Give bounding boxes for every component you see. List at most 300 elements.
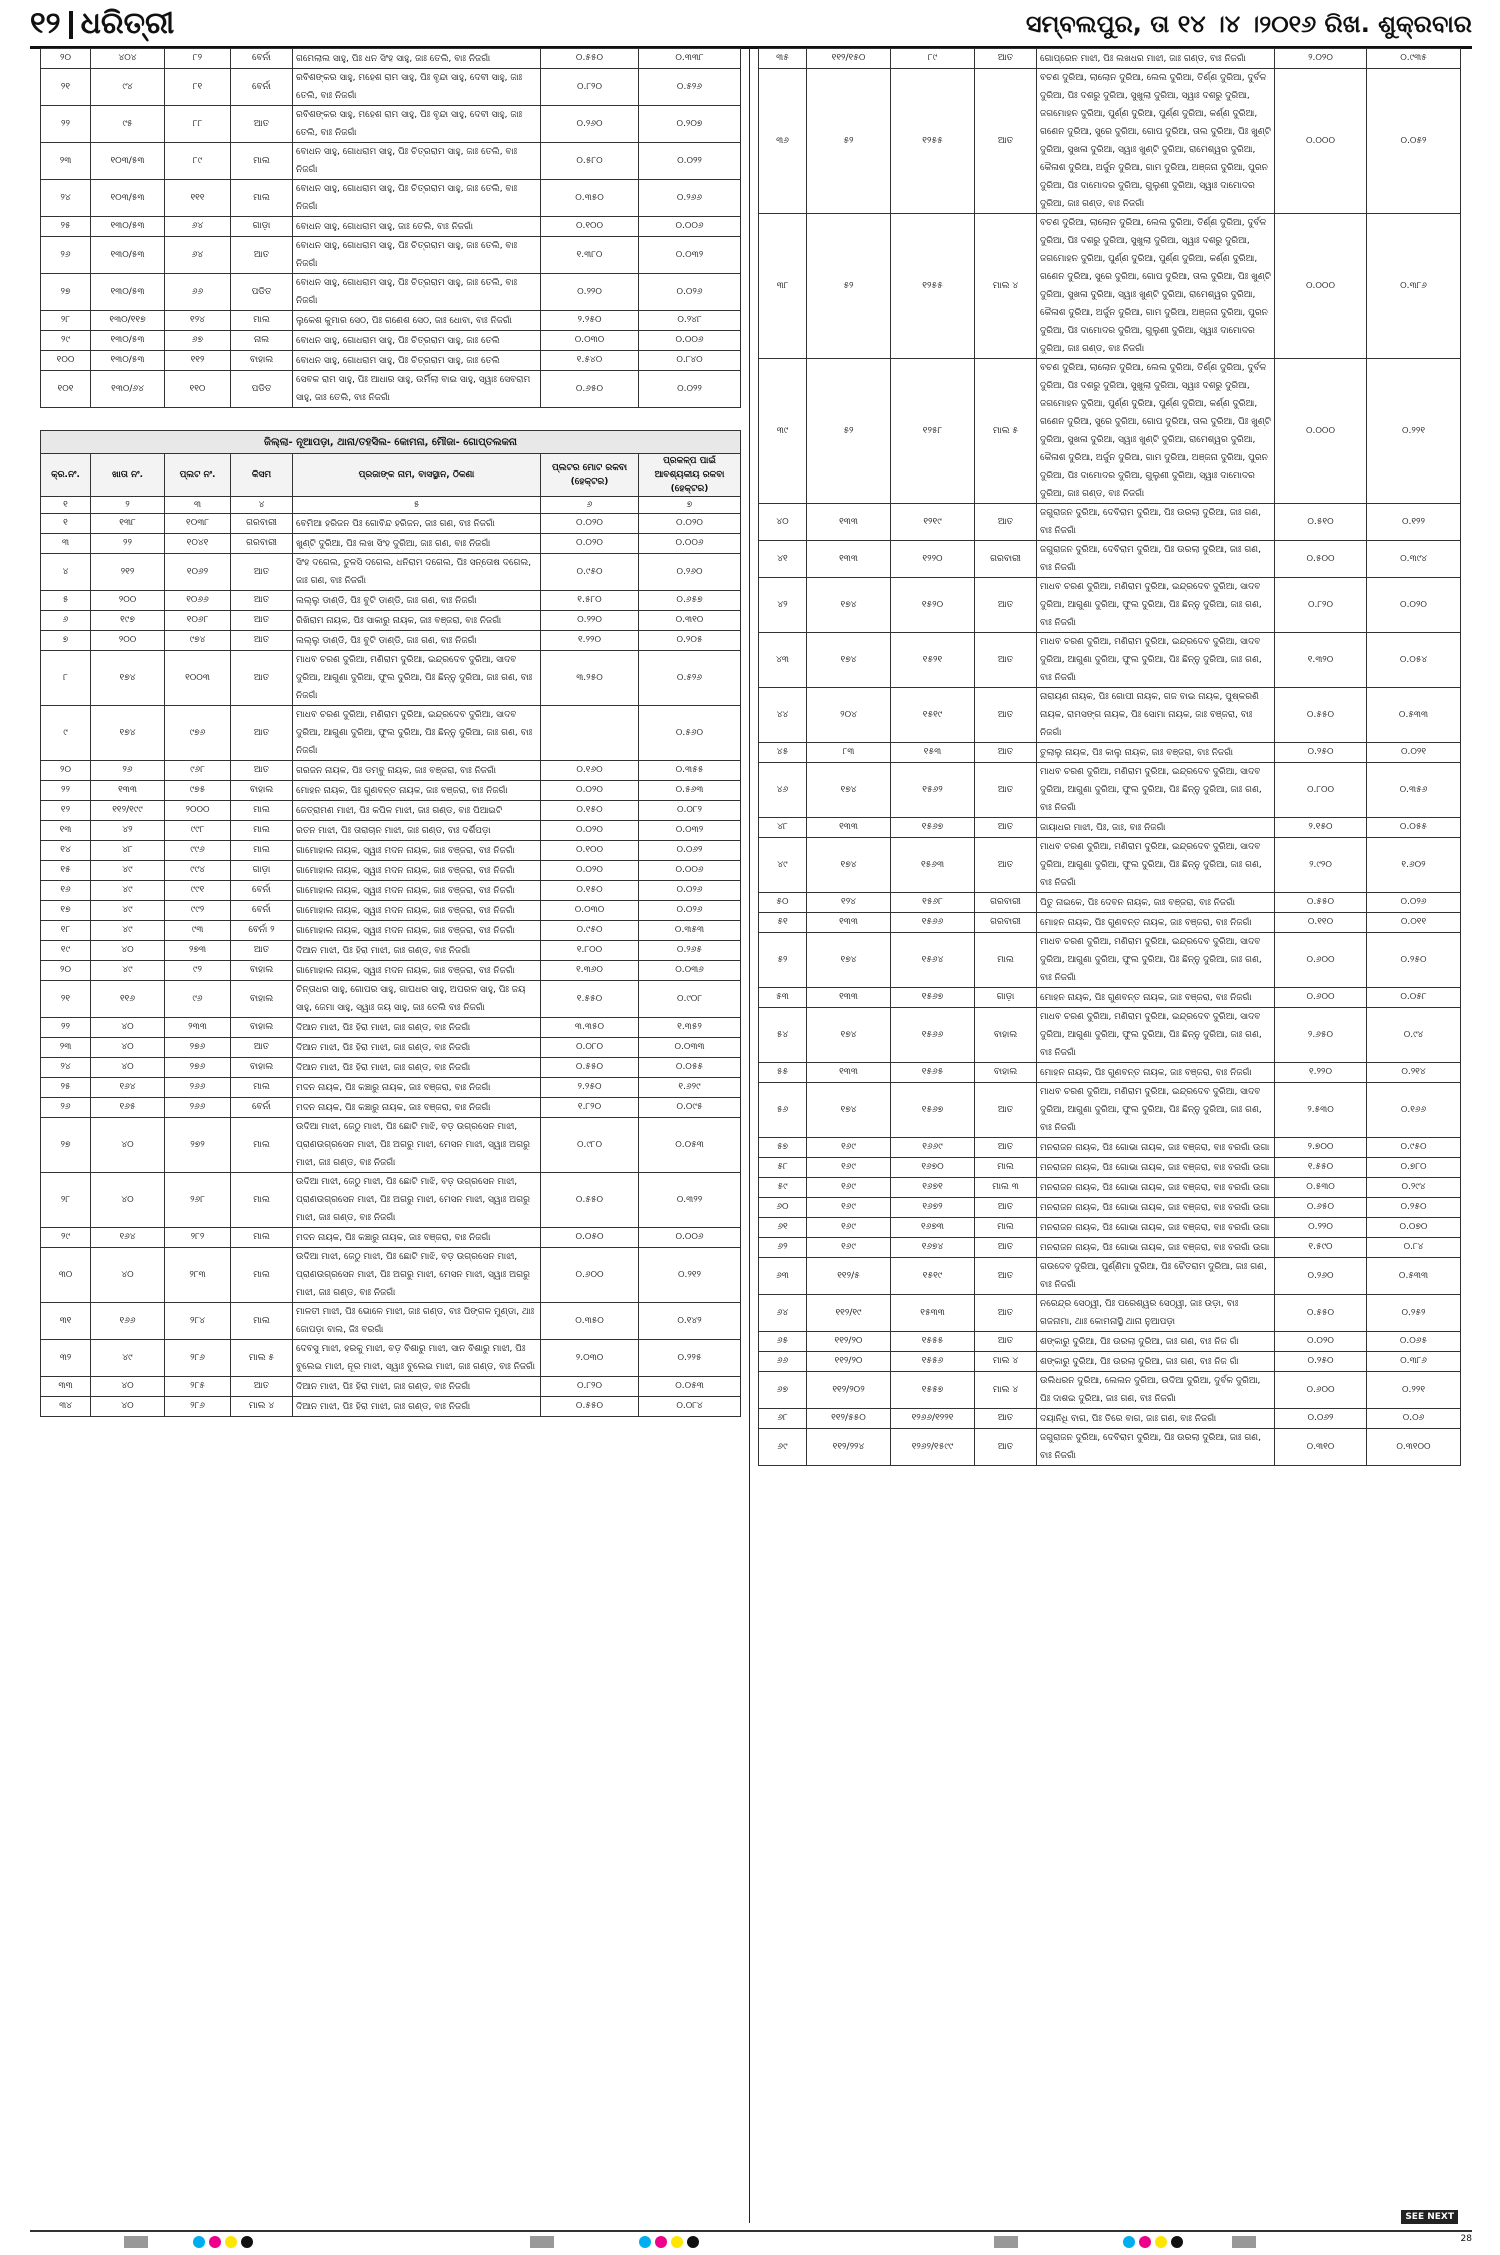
- plot-total-area: ୦.୦୨୦: [541, 534, 639, 554]
- land-type: ମାଲ: [231, 821, 293, 841]
- plot-total-area: ୦.୧୦୦: [541, 217, 639, 237]
- table-row: [41, 881, 741, 901]
- serial-no: ୨୨: [41, 106, 91, 143]
- khata-no: ୧୧୨/୨୦: [807, 1352, 891, 1372]
- table-row: [41, 821, 741, 841]
- required-area: ୦.୩୩୮: [639, 49, 741, 69]
- plot-no: ୬୭: [165, 331, 231, 351]
- serial-no: ୫୬: [759, 1083, 807, 1138]
- serial-no: ୨୧: [41, 69, 91, 106]
- required-area: ୦.୦୫୫: [1367, 818, 1461, 838]
- owner-details: ମାଳତୀ ମାଝୀ, ପିଃ ଭୋଳେ ମାଝୀ, ଜାଃ ଗଣ୍ଡ, ବାଃ ପିଙ୍ଗଳ ମୁଣ୍ଡା, ଥାଃ ଜୋପଡ଼ା ବାଲ, ଜିଃ ବରଗାଁ: [293, 1303, 541, 1340]
- land-type: ଆତ: [975, 1409, 1037, 1429]
- table-row: [41, 554, 741, 591]
- owner-details: ନାରାୟଣ ନାୟକ, ପିଃ ଗୋପୀ ନାୟକ, ଗଜ ବାଇ ନାୟକ, ପୁଷ୍କରଣି ନାୟକ, ରାମସଙ୍ଗ ନାୟକ, ପିଃ ସୋମା ନାୟକ, ଜାଃ ବଞ୍ଜରା, ବାଃ ନିଜଗାଁ: [1037, 688, 1275, 743]
- land-type: ବାହାଲ: [231, 981, 293, 1018]
- serial-no: ୪୧: [759, 541, 807, 578]
- land-type: ମାଲ: [231, 311, 293, 331]
- plot-no: ୯୯୬: [165, 841, 231, 861]
- plot-total-area: ୧.୫୮୦: [541, 591, 639, 611]
- khata-no: ୧୬୯: [807, 1218, 891, 1238]
- khata-no: ୨୬: [91, 761, 165, 781]
- black-dot-icon: [687, 2236, 699, 2248]
- dateline: ସମ୍ବଲପୁର, ତା ୧୪ ।୪ ।୨୦୧୬ ରିଖ. ଶୁକ୍ରବାର: [1025, 10, 1472, 38]
- land-type: ଆତ: [975, 763, 1037, 818]
- see-next-label: SEE NEXT: [1401, 2210, 1458, 2224]
- owner-details: ମାଧବ ଚରଣ ଦୁରିଆ, ମଣିରାମ ଦୁରିଆ, ଇନ୍ଦ୍ରଦେବ ଦୁରିଆ, ସାଦବ ଦୁରିଆ, ଆଗୁଣା ଦୁରିଆ, ଫୁଲ ଦୁରିଆ, ପିଃ ଛିନ୍ନୁ ଦୁରିଆ, ଜାଃ ଗଣ, ବାଃ ନିଜଗାଁ: [293, 651, 541, 706]
- required-area: ୦.୫୩୩: [1367, 1258, 1461, 1295]
- column-number-row: [41, 497, 741, 514]
- land-type: ବାହାଲ: [975, 1063, 1037, 1083]
- owner-details: ଲଲ୍ଲୁ ଡାଣ୍ଡି, ପିଃ ବୁଟି ଡାଣ୍ଡି, ଜାଃ ଗଣ, ବାଃ ନିଜଗାଁ: [293, 631, 541, 651]
- table-row: [41, 1340, 741, 1377]
- plot-no: ୧୬୬୯: [891, 1138, 975, 1158]
- khata-no: ୧୭୪: [91, 706, 165, 761]
- owner-details: ଉଲିଧରନ ଦୁରିଆ, ଲେଲନ ଦୁରିଆ, ଉଦିଆ ଦୁରିଆ, ଦୁର୍ବଳ ଦୁରିଆ, ପିଃ ଦାଶଇ ଦୁରିଆ, ଜାଃ ଗଣ, ବାଃ ନିଜଗାଁ: [1037, 1372, 1275, 1409]
- plot-total-area: ୧.୩୨୦: [1275, 633, 1367, 688]
- table-row: [41, 841, 741, 861]
- plot-total-area: ୦.୬୦୦: [1275, 1372, 1367, 1409]
- land-type: ମାଲ: [231, 180, 293, 217]
- plot-no: ୨୬୬: [165, 1098, 231, 1118]
- plot-total-area: ୧.୨୨୦: [1275, 1063, 1367, 1083]
- plot-no: ୧୫୫୬: [891, 1352, 975, 1372]
- land-type: ବେର୍ନା: [231, 881, 293, 901]
- table-row: [759, 688, 1461, 743]
- spacer-row: [41, 408, 741, 431]
- land-type: ବାହାଲ: [231, 961, 293, 981]
- required-area: ୦.୦୦୬: [639, 217, 741, 237]
- plot-total-area: ୧.୫୫୦: [1275, 1158, 1367, 1178]
- land-type: ବେର୍ନା: [231, 1098, 293, 1118]
- serial-no: ୧୭: [41, 901, 91, 921]
- khata-no: ୧୦୩/୫୩: [91, 143, 165, 180]
- owner-details: ଉଦିଆ ମାଝୀ, ଜେଠୁ ମାଝୀ, ପିଃ ଛୋଟି ମାଝି, ବଡ଼ ଉଗ୍ରସେନ ମାଝୀ, ପ୍ରାଣଉଗ୍ରସେନ ମାଝୀ, ପିଃ ଅଗରୁ ମାଝୀ, ମେସନ ମାଝୀ, ସ୍ୱାଃ ଅଗରୁ ମାଝୀ, ଜାଃ ଗଣ୍ଡ, ବାଃ ନିଜଗାଁ: [293, 1173, 541, 1228]
- plot-total-area: ୦.୨୨୦: [541, 274, 639, 311]
- owner-details: ମନରାଜନ ନାୟକ, ପିଃ ଗୋଭା ନାୟକ, ଜାଃ ବଞ୍ଜରା, ବାଃ ବରଗାଁ ଉଗା: [1037, 1158, 1275, 1178]
- plot-no: ୧୬୭୧: [891, 1178, 975, 1198]
- serial-no: ୧୮: [41, 921, 91, 941]
- required-area: ୦.୫୬୦: [639, 706, 741, 761]
- khata-no: ୧୧୨/୧୯୯: [91, 801, 165, 821]
- table-row: [759, 893, 1461, 913]
- serial-no: ୨୯: [41, 1228, 91, 1248]
- page-header: [30, 0, 1472, 49]
- serial-no: ୨୮: [41, 1173, 91, 1228]
- yellow-dot-icon: [225, 2236, 237, 2248]
- plot-no: ୧୫୧୯: [891, 1258, 975, 1295]
- land-type: ମାଲ ୪: [231, 1397, 293, 1417]
- table-row: [759, 988, 1461, 1008]
- plot-total-area: ୦.୦୩୦: [541, 331, 639, 351]
- required-area: ୦.୦୬୨: [639, 841, 741, 861]
- khata-no: ୧୩୩: [807, 504, 891, 541]
- land-type: ମାଲ ୪: [975, 1352, 1037, 1372]
- khata-no: ୪୯: [91, 1340, 165, 1377]
- land-type: ମାଲ: [231, 1228, 293, 1248]
- table-row: [41, 651, 741, 706]
- plot-no: ୮୨: [165, 49, 231, 69]
- serial-no: ୧୦୦: [41, 351, 91, 371]
- left-column: [40, 48, 740, 1417]
- table-row: [41, 1303, 741, 1340]
- owner-details: ବଚଣ ଦୁରିଆ, ଲାଲୋନ ଦୁରିଆ, ଲେଲ ଦୁରିଆ, ତିର୍ଣ୍ଣ ଦୁରିଆ, ଦୁର୍ବଳ ଦୁରିଆ, ପିଃ ଦଶରୁ ଦୁରିଆ, ସୁଖୁଲା ଦୁରିଆ, ସ୍ୱାଃ ଦଶରୁ ଦୁରିଆ, ଜଗମୋହନ ଦୁରିଆ, ପୁର୍ଣ୍ଣ ଦୁରିଆ, ପୁର୍ଣ୍ଣ ଦୁରିଆ, କର୍ଣ୍ଣ ଦୁରିଆ, ଗଣେନ ଦୁରିଆ, ସୁରେ ଦୁରିଆ, ଗୋପ ଦୁରିଆ, ତାଲ ଦୁରିଆ, ପିଃ ଖୁଣ୍ଟି ଦୁରିଆ, ସୁଖଳା ଦୁରିଆ, ସ୍ୱାଃ ଖୁଣ୍ଟି ଦୁରିଆ, ରାମେଶ୍ୱର ଦୁରିଆ, କୈଳାଶ ଦୁରିଆ, ଅର୍ଜୁନ ଦୁରିଆ, ଗାମ ଦୁରିଆ, ଅଞ୍ଜନା ଦୁରିଆ, ପୁରନ ଦୁରିଆ, ପିଃ ଦାମୋଦର ଦୁରିଆ, ଗୁଲୁଣୀ ଦୁରିଆ, ସ୍ୱାଃ ଦାମୋଦର ଦୁରିଆ, ଜାଃ ଗଣ୍ଡ, ବାଃ ନିଜଗାଁ: [1037, 214, 1275, 359]
- khata-no: ୯୫: [91, 106, 165, 143]
- land-type: ଆତ: [975, 1258, 1037, 1295]
- plot-total-area: ୦.୩୧୦: [1275, 1429, 1367, 1466]
- khata-no: ୧୯୭: [91, 611, 165, 631]
- required-area: ୦.୩୫୩: [639, 921, 741, 941]
- required-area: ୦.୦୨୨: [639, 371, 741, 408]
- table-row: [759, 69, 1461, 214]
- owner-details: ମାଧବ ଚରଣ ଦୁରିଆ, ମଣିରାମ ଦୁରିଆ, ଇନ୍ଦ୍ରଦେବ ଦୁରିଆ, ସାଦବ ଦୁରିଆ, ଆଗୁଣା ଦୁରିଆ, ଫୁଲ ଦୁରିଆ, ପିଃ ଛିନ୍ନୁ ଦୁରିଆ, ଜାଃ ଗଣ, ବାଃ ନିଜଗାଁ: [293, 706, 541, 761]
- serial-no: ୪୩: [759, 633, 807, 688]
- land-type: ଗାଡ଼ା: [231, 217, 293, 237]
- required-area: ୦.୨୬୦: [639, 554, 741, 591]
- table-row: [41, 1098, 741, 1118]
- land-type: ପଡିତ: [231, 274, 293, 311]
- serial-no: ୮: [41, 651, 91, 706]
- plot-total-area: ୦.୦୫୦: [541, 1228, 639, 1248]
- plot-no: ୯୨: [165, 961, 231, 981]
- required-area: ୦.୦୩୩: [639, 1038, 741, 1058]
- plot-no: ୯୭୪: [165, 631, 231, 651]
- required-area: ୦.୮୪: [1367, 1238, 1461, 1258]
- serial-no: ୩୦: [41, 1248, 91, 1303]
- serial-no: ୪୬: [759, 763, 807, 818]
- plot-no: ୨୮୪: [165, 1303, 231, 1340]
- plot-no: ୧୫୬୭: [891, 818, 975, 838]
- plot-total-area: ୦.୬୦୦: [1275, 988, 1367, 1008]
- plot-total-area: ୦.୦୦୦: [1275, 214, 1367, 359]
- required-area: ୦.୯୪: [1367, 1008, 1461, 1063]
- table-row: [759, 1063, 1461, 1083]
- khata-no: ୧୩୦/୬୪: [91, 371, 165, 408]
- required-area: ୦.୭୮୦: [1367, 1158, 1461, 1178]
- land-type: ଆତ: [231, 1377, 293, 1397]
- plot-no: ୧୬୭୩: [891, 1218, 975, 1238]
- plot-total-area: ୨.୦୩୦: [541, 1340, 639, 1377]
- plot-no: ୮୯: [165, 143, 231, 180]
- table-row: [41, 1377, 741, 1397]
- land-type: ମାଲ: [975, 1158, 1037, 1178]
- required-area: ୦.୦୨୨: [639, 143, 741, 180]
- column-header: କ୍ର.ନଂ.: [41, 454, 91, 497]
- owner-details: ମାଧବ ଚରଣ ଦୁରିଆ, ମଣିରାମ ଦୁରିଆ, ଇନ୍ଦ୍ରଦେବ ଦୁରିଆ, ସାଦବ ଦୁରିଆ, ଆଗୁଣା ଦୁରିଆ, ଫୁଲ ଦୁରିଆ, ପିଃ ଛିନ୍ନୁ ଦୁରିଆ, ଜାଃ ଗଣ, ବାଃ ନିଜଗାଁ: [1037, 1083, 1275, 1138]
- serial-no: ୨୬: [41, 237, 91, 274]
- owner-details: ଗାମୋହାଲ ନାୟକ, ସ୍ୱାଃ ମଦନ ନାୟକ, ଜାଃ ବଞ୍ଜରା, ବାଃ ନିଜଗାଁ: [293, 901, 541, 921]
- table-row: [41, 1228, 741, 1248]
- masthead: [30, 6, 174, 41]
- gray-swatch: [124, 2236, 148, 2248]
- land-type: ମାଲ: [231, 1248, 293, 1303]
- required-area: ୦.୧୬୬: [1367, 1083, 1461, 1138]
- khata-no: ୧୬୪: [91, 1228, 165, 1248]
- serial-no: ୨୨: [41, 1018, 91, 1038]
- plot-no: ୯୯୨: [165, 901, 231, 921]
- khata-no: ୧୭୪: [807, 1083, 891, 1138]
- required-area: ୦.୦୩୨: [639, 821, 741, 841]
- owner-details: ମନରାଜନ ନାୟକ, ପିଃ ଗୋଭା ନାୟକ, ଜାଃ ବଞ୍ଜରା, ବାଃ ବରଗାଁ ଉଗା: [1037, 1238, 1275, 1258]
- owner-details: ସେବକ ରାମ ସାହୁ, ପିଃ ଆଧାର ସାହୁ, ଉର୍ମିଲା ବାଇ ସାହୁ, ସ୍ୱାଃ ସେବରାମ ସାହୁ, ଜାଃ ତେଲି, ବାଃ ନିଜଗାଁ: [293, 371, 541, 408]
- required-area: ୦.୨୫୦: [1367, 1198, 1461, 1218]
- khata-no: ୧୩୩: [807, 818, 891, 838]
- khata-no: ୧୩୦/୫୩: [91, 217, 165, 237]
- serial-no: ୯: [41, 706, 91, 761]
- table-row: [759, 933, 1461, 988]
- table-row: [41, 514, 741, 534]
- required-area: ୦.୦୨୬: [1367, 893, 1461, 913]
- khata-no: ୧୧୨/୫: [807, 1258, 891, 1295]
- required-area: ୦.୩୮୬: [1367, 1352, 1461, 1372]
- serial-no: ୫୮: [759, 1158, 807, 1178]
- plot-total-area: ୦.୦୨୦: [541, 781, 639, 801]
- serial-no: ୨୦: [41, 761, 91, 781]
- table-row: [41, 217, 741, 237]
- required-area: ୦.୦୮୨: [639, 801, 741, 821]
- table-row: [41, 351, 741, 371]
- owner-details: ମୋହନ ନାୟକ, ପିଃ ଗୁଣବନ୍ତ ନାୟକ, ଜାଃ ବଞ୍ଜରା, ବାଃ ନିଜଗାଁ: [1037, 1063, 1275, 1083]
- table-row: [41, 801, 741, 821]
- column-number: ୧: [41, 497, 91, 514]
- owner-details: ମଦନ ନାୟକ, ପିଃ କଞ୍ଚାରୁ ନାୟକ, ଜାଃ ବଞ୍ଜରା, ବାଃ ନିଜଗାଁ: [293, 1228, 541, 1248]
- column-number: ୩: [165, 497, 231, 514]
- land-type: ଆତ: [975, 1198, 1037, 1218]
- black-dot-icon: [241, 2236, 253, 2248]
- owner-details: ଜାୟାଧର ମାଝୀ, ପିଃ, ଜାଃ, ବାଃ ନିଜଗାଁ: [1037, 818, 1275, 838]
- serial-no: ୩୬: [759, 69, 807, 214]
- land-type: ଆତ: [975, 688, 1037, 743]
- land-type: ଆତ: [975, 504, 1037, 541]
- khata-no: ୧୩୩: [807, 913, 891, 933]
- land-type: ଗରବାରୀ: [975, 893, 1037, 913]
- owner-details: ଜଗୁରାଜନ ଦୁରିଆ, ଦେବିରାମ ଦୁରିଆ, ପିଃ ଉରଲା ଦୁରିଆ, ଜାଃ ଗଣ, ବାଃ ନିଜଗାଁ: [1037, 541, 1275, 578]
- plot-total-area: ୦.୫୫୦: [1275, 1295, 1367, 1332]
- land-type: ମାଲ: [231, 841, 293, 861]
- owner-details: ରିଖିରାମ ନାୟକ, ପିଃ ସାକାରୁ ନାୟକ, ଜାଃ ବଞ୍ଜରା, ବାଃ ନିଜଗାଁ: [293, 611, 541, 631]
- land-type: ଆତ: [231, 631, 293, 651]
- land-type: ବାହାଲ: [231, 1018, 293, 1038]
- owner-details: ବୋଧନ ସାହୁ, ଗୋଧରାମ ସାହୁ, ପିଃ ଚିତ୍ରରାମ ସାହୁ, ଜାଃ ତେଲି, ବାଃ ନିଜଗାଁ: [293, 143, 541, 180]
- plot-no: ୧୨୨୦: [891, 541, 975, 578]
- khata-no: ୧୩୩: [807, 1063, 891, 1083]
- plot-no: ୧୫୨୧: [891, 633, 975, 688]
- table-row: [41, 1038, 741, 1058]
- column-header: ପ୍ଲଟ ନଂ.: [165, 454, 231, 497]
- serial-no: ୬୭: [759, 1372, 807, 1409]
- owner-details: ଉଦିଆ ମାଝୀ, ଜେଠୁ ମାଝୀ, ପିଃ ଛୋଟି ମାଝି, ବଡ଼ ଉଗ୍ରସେନ ମାଝୀ, ପ୍ରାଣଉଗ୍ରସେନ ମାଝୀ, ପିଃ ଅଗରୁ ମାଝୀ, ମେସନ ମାଝୀ, ସ୍ୱାଃ ଅଗରୁ ମାଝୀ, ଜାଃ ଗଣ୍ଡ, ବାଃ ନିଜଗାଁ: [293, 1118, 541, 1173]
- plot-no: ୧୫୬୩: [891, 838, 975, 893]
- khata-no: ୪୯: [91, 961, 165, 981]
- plot-total-area: ୦.୫୫୦: [541, 49, 639, 69]
- table-row: [759, 633, 1461, 688]
- plot-total-area: ୧.୮୨୦: [541, 1098, 639, 1118]
- khata-no: ୪୦: [91, 1248, 165, 1303]
- serial-no: ୪୯: [759, 838, 807, 893]
- land-type: ଆତ: [231, 554, 293, 591]
- khata-no: ୧୭୪: [807, 578, 891, 633]
- serial-no: ୨୭: [41, 1118, 91, 1173]
- required-area: ୦.୦୭୦: [1367, 1218, 1461, 1238]
- required-area: ୦.୦୬: [1367, 1409, 1461, 1429]
- column-number: ୬: [541, 497, 639, 514]
- table-row: [41, 1397, 741, 1417]
- table-row: [41, 534, 741, 554]
- owner-details: ମନରାଜନ ନାୟକ, ପିଃ ଗୋଭା ନାୟକ, ଜାଃ ବଞ୍ଜରା, ବାଃ ବରଗାଁ ଉଗା: [1037, 1218, 1275, 1238]
- plot-total-area: ୨.୨୫୦: [541, 1078, 639, 1098]
- plot-total-area: ୨.୯୨୦: [1275, 838, 1367, 893]
- required-area: ୦.୨୧୨: [639, 1248, 741, 1303]
- required-area: ୦.୦୨୦: [1367, 578, 1461, 633]
- owner-details: ମାଧବ ଚରଣ ଦୁରିଆ, ମଣିରାମ ଦୁରିଆ, ଇନ୍ଦ୍ରଦେବ ଦୁରିଆ, ସାଦବ ଦୁରିଆ, ଆଗୁଣା ଦୁରିଆ, ଫୁଲ ଦୁରିଆ, ପିଃ ଛିନ୍ନୁ ଦୁରିଆ, ଜାଃ ଗଣ, ବାଃ ନିଜଗାଁ: [1037, 633, 1275, 688]
- plot-no: ୯୯୮: [165, 821, 231, 841]
- owner-details: ବୋଧନ ସାହୁ, ଗୋଧରାମ ସାହୁ, ଜାଃ ତେଲି, ବାଃ ନିଜଗାଁ: [293, 217, 541, 237]
- required-area: ୦.୨୫୨: [1367, 1295, 1461, 1332]
- required-area: ୦.୨୫୦: [1367, 933, 1461, 988]
- owner-details: ଶଙ୍କାରୁ ଦୁରିଆ, ପିଃ ଉରଲା ଦୁରିଆ, ଜାଃ ଗଣ, ବାଃ ନିଜ ଗାଁ: [1037, 1352, 1275, 1372]
- table-row: [759, 1238, 1461, 1258]
- land-type: ଆତ: [975, 578, 1037, 633]
- owner-details: ମଦନ ନାୟକ, ପିଃ କଞ୍ଚାରୁ ନାୟକ, ଜାଃ ବଞ୍ଜରା, ବାଃ ନିଜଗାଁ: [293, 1098, 541, 1118]
- table-row: [759, 913, 1461, 933]
- land-type: ବେର୍ନା ୨: [231, 921, 293, 941]
- table-row: [41, 941, 741, 961]
- plot-total-area: ୦.୫୦୦: [1275, 541, 1367, 578]
- land-type: ମାଲ: [231, 1303, 293, 1340]
- serial-no: ୩୫: [759, 49, 807, 69]
- serial-no: ୫୪: [759, 1008, 807, 1063]
- table-row: [759, 359, 1461, 504]
- plot-no: ୧୬୭୨: [891, 1198, 975, 1218]
- khata-no: ୧୩୮: [91, 514, 165, 534]
- serial-no: ୫୦: [759, 893, 807, 913]
- khata-no: ୧୩୦/୫୩: [91, 237, 165, 274]
- khata-no: ୧୬୫: [91, 1098, 165, 1118]
- land-type: ମାଲ ୪: [975, 1372, 1037, 1409]
- yellow-dot-icon: [1155, 2236, 1167, 2248]
- page-footer: [30, 2212, 1472, 2250]
- section-title: ଜିଲ୍ଲା- ନୂଆପଡ଼ା, ଥାନା/ତହସିଲ- କୋମନା, ମୌଜା- ଗୋପ୍ତଲକନା: [41, 431, 741, 454]
- plot-no: ୧୦୪୧: [165, 534, 231, 554]
- plot-total-area: ୧.୮୦୦: [541, 941, 639, 961]
- table-row: [41, 1058, 741, 1078]
- required-area: ୦.୩୧୦: [639, 611, 741, 631]
- khata-no: ୧୭୪: [91, 651, 165, 706]
- plot-no: ୨୮୩: [165, 1248, 231, 1303]
- land-type: ଆତ: [975, 1238, 1037, 1258]
- table-row: [759, 838, 1461, 893]
- serial-no: ୩: [41, 534, 91, 554]
- khata-no: ୪୯: [91, 881, 165, 901]
- owner-details: ଜଗୁରାଜନ ଦୁରିଆ, ଦେବିରାମ ଦୁରିଆ, ପିଃ ଉରଲା ଦୁରିଆ, ଜାଃ ଗଣ, ବାଃ ନିଜଗାଁ: [1037, 504, 1275, 541]
- khata-no: ୪୦: [91, 1058, 165, 1078]
- plot-total-area: ୦.୨୬୦: [1275, 1258, 1367, 1295]
- table-row: [41, 1078, 741, 1098]
- serial-no: ୨୫: [41, 217, 91, 237]
- owner-details: ଦେବସୁ ମାଝୀ, ହରକୁ ମାଝୀ, ବଡ଼ ବିଶାରୁ ମାଝୀ, ସାନ ବିଶାରୁ ମାଝୀ, ପିଃ ବୁଲେଇ ମାଝୀ, ନୂର ମାଝୀ, ସ୍ୱାଃ ବୁଲେଇ ମାଝୀ, ଜାଃ ଗଣ୍ଡ, ବାଃ ନିଜଗାଁ: [293, 1340, 541, 1377]
- land-type: ବାହାଲ: [231, 1058, 293, 1078]
- table-row: [759, 578, 1461, 633]
- land-type: ଆତ: [231, 106, 293, 143]
- land-type: ଆତ: [975, 633, 1037, 688]
- required-area: ୦.୩୫୬: [1367, 763, 1461, 818]
- plot-no: ୧୫୬୬: [891, 913, 975, 933]
- plot-no: ୨୩୩: [165, 1018, 231, 1038]
- plot-no: ୨୮୨: [165, 1228, 231, 1248]
- table-row: [41, 237, 741, 274]
- table-row: [41, 311, 741, 331]
- table-row: [41, 901, 741, 921]
- serial-no: ୨୦: [41, 49, 91, 69]
- plot-total-area: ୦.୫୫୦: [1275, 688, 1367, 743]
- plot-no: ୧୨୧୯: [891, 504, 975, 541]
- plot-no: ୧୧୦: [165, 371, 231, 408]
- required-area: ୦.୯୦୮: [639, 981, 741, 1018]
- khata-no: ୪୨: [91, 821, 165, 841]
- land-type: ମାଲ: [975, 933, 1037, 988]
- serial-no: ୨୫: [41, 1078, 91, 1098]
- land-type: ଆତ: [975, 1295, 1037, 1332]
- owner-details: ମନରାଜନ ନାୟକ, ପିଃ ଗୋଭା ନାୟକ, ଜାଃ ବଞ୍ଜରା, ବାଃ ବରଗାଁ ଉଗା: [1037, 1138, 1275, 1158]
- owner-details: ଗାମୋହାଲ ନାୟକ, ସ୍ୱାଃ ମଦନ ନାୟକ, ଜାଃ ବଞ୍ଜରା, ବାଃ ନିଜଗାଁ: [293, 881, 541, 901]
- land-type: ବେର୍ନା: [231, 69, 293, 106]
- owner-details: ବଚଣ ଦୁରିଆ, ଲାଲୋନ ଦୁରିଆ, ଲେଲ ଦୁରିଆ, ତିର୍ଣ୍ଣ ଦୁରିଆ, ଦୁର୍ବଳ ଦୁରିଆ, ପିଃ ଦଶରୁ ଦୁରିଆ, ସୁଖୁଲା ଦୁରିଆ, ସ୍ୱାଃ ଦଶରୁ ଦୁରିଆ, ଜଗମୋହନ ଦୁରିଆ, ପୁର୍ଣ୍ଣ ଦୁରିଆ, ପୁର୍ଣ୍ଣ ଦୁରିଆ, କର୍ଣ୍ଣ ଦୁରିଆ, ଗଣେନ ଦୁରିଆ, ସୁରେ ଦୁରିଆ, ଗୋପ ଦୁରିଆ, ତାଲ ଦୁରିଆ, ପିଃ ଖୁଣ୍ଟି ଦୁରିଆ, ସୁଖଳା ଦୁରିଆ, ସ୍ୱାଃ ଖୁଣ୍ଟି ଦୁରିଆ, ରାମେଶ୍ୱର ଦୁରିଆ, କୈଳାଶ ଦୁରିଆ, ଅର୍ଜୁନ ଦୁରିଆ, ଗାମ ଦୁରିଆ, ଅଞ୍ଜନା ଦୁରିଆ, ପୁରନ ଦୁରିଆ, ପିଃ ଦାମୋଦର ଦୁରିଆ, ଗୁଲୁଣୀ ଦୁରିଆ, ସ୍ୱାଃ ଦାମୋଦର ଦୁରିଆ, ଜାଃ ଗଣ୍ଡ, ବାଃ ନିଜଗାଁ: [1037, 359, 1275, 504]
- owner-details: ମୋହନ ନାୟକ, ପିଃ ଗୁଣବନ୍ତ ନାୟକ, ଜାଃ ବଞ୍ଜରା, ବାଃ ନିଜଗାଁ: [293, 781, 541, 801]
- plot-no: ୧୬୭୦: [891, 1158, 975, 1178]
- plot-total-area: ୦.୨୨୦: [1275, 1218, 1367, 1238]
- serial-no: ୫: [41, 591, 91, 611]
- column-header: ଖାତା ନଂ.: [91, 454, 165, 497]
- plot-total-area: ୦.୧୫୦: [541, 881, 639, 901]
- section-title-row: [41, 431, 741, 454]
- land-type: ମାଲ ୩: [975, 1178, 1037, 1198]
- table-row: [41, 371, 741, 408]
- plot-no: ୯୬: [165, 981, 231, 1018]
- plot-total-area: ୦.୦୨୦: [541, 861, 639, 881]
- khata-no: ୧୧୨/୨୨୪: [807, 1429, 891, 1466]
- gray-swatch: [994, 2236, 1018, 2248]
- table-row: [41, 981, 741, 1018]
- serial-no: ୭: [41, 631, 91, 651]
- required-area: ୦.୦୨୦: [639, 514, 741, 534]
- plot-total-area: ୦.୫୩୦: [1275, 1178, 1367, 1198]
- table-row: [759, 541, 1461, 578]
- plot-total-area: ୨.୨୫୦: [541, 311, 639, 331]
- serial-no: ୪୨: [759, 578, 807, 633]
- table-row: [759, 1083, 1461, 1138]
- plot-no: ୯୭୬: [165, 706, 231, 761]
- required-area: ୦.୦୫୪: [1367, 633, 1461, 688]
- khata-no: ୪୯: [91, 921, 165, 941]
- owner-details: ଗରଜନ ନାୟକ, ପିଃ ଡମ୍ବୁ ନାୟକ, ଜାଃ ବଞ୍ଜରା, ବାଃ ନିଜଗାଁ: [293, 761, 541, 781]
- required-area: ୦.୨୦୭: [639, 106, 741, 143]
- table-row: [759, 214, 1461, 359]
- land-type: ଆତ: [231, 611, 293, 631]
- plot-no: ୯୬୮: [165, 761, 231, 781]
- plot-no: ୧୦୬୨: [165, 554, 231, 591]
- required-area: ୦.୩୫୫: [639, 761, 741, 781]
- required-area: ୦.୦୩୬: [639, 961, 741, 981]
- required-area: ୦.୦୨୧: [1367, 743, 1461, 763]
- plot-no: ୧୨୪: [165, 311, 231, 331]
- land-type: ଗରବାରୀ: [975, 913, 1037, 933]
- khata-no: ୪୦: [91, 1173, 165, 1228]
- magenta-dot-icon: [1139, 2236, 1151, 2248]
- khata-no: ୧୩୦/୫୩: [91, 351, 165, 371]
- serial-no: ୩୮: [759, 214, 807, 359]
- serial-no: ୧୪: [41, 841, 91, 861]
- right-land-table: [758, 48, 1461, 1466]
